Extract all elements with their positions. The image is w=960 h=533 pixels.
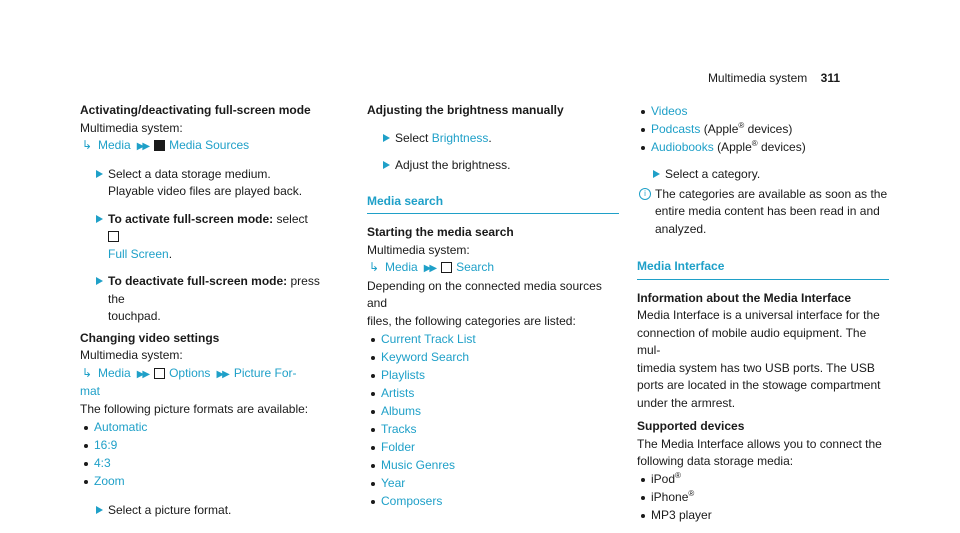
step-adjust-brightness	[367, 157, 619, 175]
heading-start-search: Starting the media search	[367, 225, 514, 239]
category-item[interactable]: Folder	[367, 439, 619, 457]
step-deactivate-fullscreen	[80, 273, 320, 326]
nav-arrow-icon: ▶▶	[216, 368, 228, 380]
category-note: devices)	[761, 139, 806, 154]
system-label: Multimedia system:	[367, 242, 470, 257]
registered-mark: ®	[751, 138, 758, 148]
nav-path-picture-format	[80, 365, 320, 384]
step-text: Adjust the brightness.	[395, 158, 511, 172]
nav-path-search	[367, 259, 619, 278]
category-item[interactable]: Tracks	[367, 421, 619, 439]
nav-link-media-sources[interactable]: Media Sources	[169, 138, 250, 152]
registered-mark: ®	[688, 489, 695, 498]
category-item[interactable]: Music Genres	[367, 457, 619, 475]
intro-text: files, the following categories are listed:	[367, 313, 576, 328]
step-text: select	[276, 211, 308, 226]
step-select-brightness: Select Brightness.	[367, 130, 619, 148]
heading-brightness: Adjusting the brightness manually	[367, 103, 564, 117]
step-arrow-icon	[653, 170, 660, 178]
intro-text: Depending on the connected media sources and	[367, 278, 602, 310]
paragraph-line: ports are located in the stowage compartment	[637, 378, 881, 392]
step-text: Playable video files are played back.	[108, 184, 303, 198]
step-text: Select	[395, 130, 429, 145]
info-icon: i	[639, 188, 651, 200]
system-label: Multimedia system:	[80, 120, 183, 135]
nav-link-media[interactable]: Media	[98, 138, 131, 152]
nav-arrow-icon: ▶▶	[136, 368, 149, 380]
link-full-screen[interactable]: Full Screen	[108, 246, 169, 261]
device-list	[637, 471, 889, 525]
step-select-category	[637, 166, 889, 184]
note-text: entire media content has been read in and	[655, 204, 880, 218]
format-item[interactable]: Zoom	[80, 473, 320, 491]
page-header	[708, 70, 840, 88]
format-item[interactable]: Automatic	[80, 419, 320, 437]
nav-link-media[interactable]: Media	[385, 260, 418, 274]
info-note	[637, 186, 889, 239]
column-3	[637, 102, 889, 525]
nav-path-media-sources	[80, 137, 320, 156]
paragraph-line: timedia system has two USB ports. The USB	[637, 360, 875, 375]
heading-supported-devices: Supported devices	[637, 419, 745, 433]
nav-link-picture-format-cont[interactable]: mat	[80, 384, 101, 398]
nav-arrow-icon: ▶▶	[423, 263, 436, 274]
search-icon	[441, 262, 452, 273]
nav-hook-icon: ↳	[82, 138, 93, 152]
device-item	[637, 471, 889, 489]
device-name: iPhone	[651, 490, 689, 504]
header-title: Multimedia system	[707, 71, 808, 85]
heading-fullscreen: Activating/deactivating full-screen mode	[80, 103, 311, 117]
category-item	[637, 139, 889, 157]
format-item[interactable]: 16:9	[80, 437, 320, 455]
step-activate-fullscreen: To activate full-screen mode: select Full Screen.	[80, 211, 320, 264]
paragraph-line: Media Interface is a universal interface for the	[637, 308, 880, 322]
page-number: 311	[820, 71, 840, 85]
category-list-cont	[637, 103, 889, 157]
category-item[interactable]: Composers	[367, 493, 619, 511]
step-arrow-icon	[383, 134, 390, 142]
category-item	[637, 121, 889, 139]
category-item	[637, 103, 889, 121]
paragraph-line: connection of mobile audio equipment. The mul-	[637, 325, 867, 357]
device-name: MP3 player	[651, 508, 712, 522]
paragraph-line: under the armrest.	[637, 395, 736, 410]
nav-hook-icon: ↳	[369, 260, 380, 274]
device-item	[637, 507, 889, 525]
paragraph-line: following data storage media:	[637, 454, 794, 468]
nav-hook-icon: ↳	[82, 365, 93, 380]
step-text: Select a category.	[665, 167, 761, 181]
note-text: analyzed.	[655, 221, 707, 236]
system-label: Multimedia system:	[80, 348, 183, 362]
column-1	[80, 102, 320, 520]
section-media-interface: Media Interface	[637, 258, 889, 280]
category-item[interactable]: Albums	[367, 403, 619, 421]
media-sources-icon	[154, 140, 165, 151]
options-gear-icon	[154, 368, 165, 379]
link-brightness[interactable]: Brightness	[431, 130, 489, 145]
category-link[interactable]: Videos	[651, 103, 688, 118]
category-item[interactable]: Artists	[367, 385, 619, 403]
heading-media-interface-info: Information about the Media Interface	[637, 290, 852, 305]
step-select-storage	[80, 166, 320, 201]
format-item[interactable]: 4:3	[80, 455, 320, 473]
device-item	[637, 489, 889, 507]
step-text: Select a picture format.	[108, 503, 232, 517]
nav-link-options[interactable]: Options	[169, 365, 211, 380]
category-note: (Apple	[717, 139, 752, 154]
step-arrow-icon	[96, 215, 103, 223]
category-item[interactable]: Year	[367, 475, 619, 493]
category-link[interactable]: Audiobooks	[651, 139, 714, 154]
category-item[interactable]: Current Track List	[367, 331, 619, 349]
nav-link-search[interactable]: Search	[456, 260, 495, 274]
step-arrow-icon	[96, 170, 103, 178]
fullscreen-icon	[108, 231, 119, 242]
registered-mark: ®	[675, 471, 681, 480]
step-bold: To activate full-screen mode:	[108, 211, 274, 226]
step-select-format	[80, 502, 320, 520]
device-name: iPod	[651, 472, 676, 486]
nav-link-picture-format[interactable]: Picture For-	[233, 365, 297, 380]
registered-mark: ®	[738, 120, 745, 130]
formats-intro: The following picture formats are available:	[80, 401, 309, 416]
step-arrow-icon	[383, 161, 390, 169]
category-note: devices)	[747, 121, 793, 136]
step-text: press the	[108, 274, 320, 306]
column-2	[367, 102, 619, 510]
category-list	[367, 331, 619, 511]
step-text: touchpad.	[108, 309, 161, 323]
category-item[interactable]: Playlists	[367, 367, 619, 385]
step-bold: To deactivate full-screen mode:	[108, 274, 288, 288]
format-list	[80, 419, 320, 491]
category-link[interactable]: Podcasts	[651, 121, 701, 136]
nav-link-media[interactable]: Media	[98, 365, 131, 380]
heading-video-settings: Changing video settings	[80, 330, 220, 345]
step-arrow-icon	[96, 506, 103, 514]
category-note: (Apple	[703, 121, 739, 136]
section-media-search: Media search	[367, 193, 619, 215]
category-item[interactable]: Keyword Search	[367, 349, 619, 367]
note-text: The categories are available as soon as the	[655, 186, 888, 201]
step-text: Select a data storage medium.	[108, 166, 271, 181]
paragraph-line: The Media Interface allows you to connect the	[637, 436, 882, 451]
step-arrow-icon	[96, 277, 103, 285]
nav-arrow-icon: ▶▶	[136, 141, 149, 152]
